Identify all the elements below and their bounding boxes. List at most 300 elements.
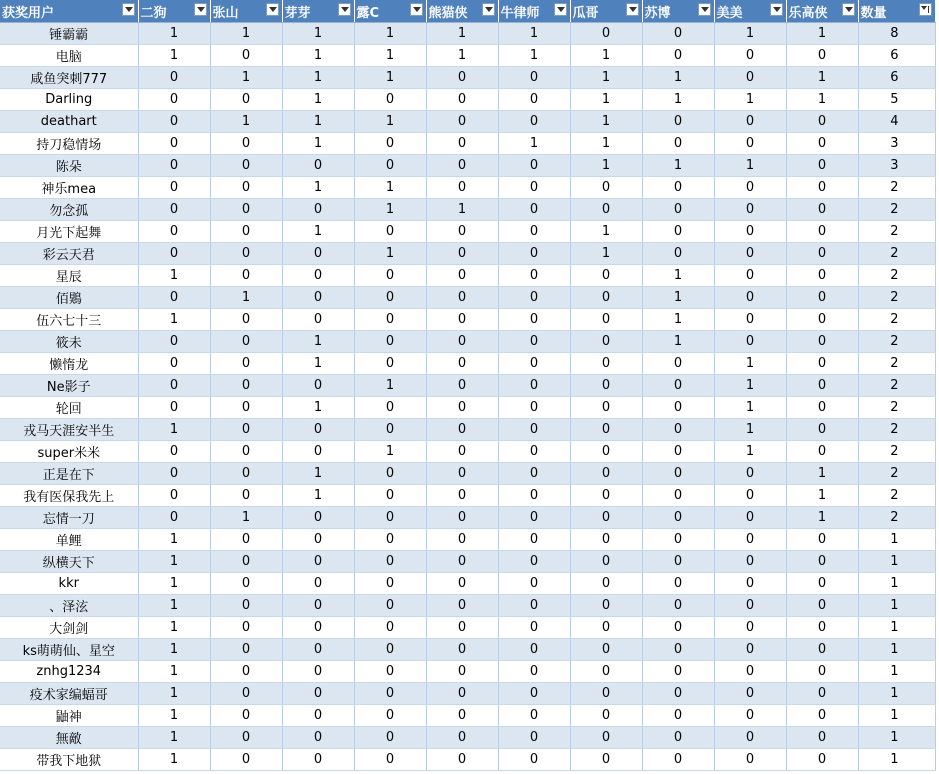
cell-prize-value[interactable]: 0: [282, 551, 354, 573]
cell-count[interactable]: 1: [858, 617, 935, 639]
cell-prize-value[interactable]: 0: [138, 133, 210, 155]
cell-prize-value[interactable]: 0: [786, 133, 858, 155]
cell-prize-value[interactable]: 0: [498, 639, 570, 661]
cell-count[interactable]: 1: [858, 683, 935, 705]
cell-prize-value[interactable]: 0: [426, 155, 498, 177]
cell-prize-value[interactable]: 0: [714, 265, 786, 287]
cell-prize-value[interactable]: 1: [570, 111, 642, 133]
cell-prize-value[interactable]: 0: [642, 111, 714, 133]
cell-prize-value[interactable]: 0: [570, 441, 642, 463]
cell-user[interactable]: 、泽泫: [0, 595, 138, 617]
cell-prize-value[interactable]: 0: [354, 749, 426, 771]
cell-prize-value[interactable]: 1: [210, 23, 282, 45]
cell-prize-value[interactable]: 0: [714, 67, 786, 89]
cell-prize-value[interactable]: 0: [714, 727, 786, 749]
cell-count[interactable]: 8: [858, 23, 935, 45]
cell-prize-value[interactable]: 0: [210, 397, 282, 419]
cell-prize-value[interactable]: 1: [138, 551, 210, 573]
cell-prize-value[interactable]: 0: [642, 595, 714, 617]
cell-prize-value[interactable]: 1: [642, 155, 714, 177]
cell-prize-value[interactable]: 1: [138, 595, 210, 617]
cell-user[interactable]: 筱未: [0, 331, 138, 353]
cell-count[interactable]: 2: [858, 463, 935, 485]
filter-dropdown-icon[interactable]: [122, 3, 135, 16]
cell-prize-value[interactable]: 0: [642, 177, 714, 199]
cell-prize-value[interactable]: 0: [786, 705, 858, 727]
cell-prize-value[interactable]: 0: [426, 177, 498, 199]
header-prize[interactable]: [282, 0, 354, 23]
cell-prize-value[interactable]: 0: [282, 309, 354, 331]
cell-user[interactable]: 伍六七十三: [0, 309, 138, 331]
cell-prize-value[interactable]: 0: [210, 485, 282, 507]
filter-dropdown-icon[interactable]: [482, 3, 495, 16]
cell-prize-value[interactable]: 0: [138, 485, 210, 507]
cell-prize-value[interactable]: 0: [426, 573, 498, 595]
cell-prize-value[interactable]: 1: [642, 331, 714, 353]
cell-prize-value[interactable]: 1: [138, 683, 210, 705]
cell-count[interactable]: 2: [858, 485, 935, 507]
cell-prize-value[interactable]: 0: [714, 287, 786, 309]
cell-prize-value[interactable]: 0: [498, 705, 570, 727]
cell-prize-value[interactable]: 0: [570, 529, 642, 551]
cell-prize-value[interactable]: 1: [786, 89, 858, 111]
cell-prize-value[interactable]: 0: [210, 89, 282, 111]
header-prize[interactable]: [714, 0, 786, 23]
cell-count[interactable]: 1: [858, 529, 935, 551]
cell-prize-value[interactable]: 1: [282, 221, 354, 243]
cell-prize-value[interactable]: 0: [426, 595, 498, 617]
cell-prize-value[interactable]: 0: [426, 353, 498, 375]
cell-prize-value[interactable]: 0: [210, 155, 282, 177]
cell-prize-value[interactable]: 0: [138, 155, 210, 177]
cell-user[interactable]: 纵横天下: [0, 551, 138, 573]
cell-prize-value[interactable]: 0: [138, 67, 210, 89]
cell-prize-value[interactable]: 0: [210, 45, 282, 67]
cell-prize-value[interactable]: 0: [426, 287, 498, 309]
cell-prize-value[interactable]: 0: [786, 551, 858, 573]
cell-prize-value[interactable]: 0: [426, 397, 498, 419]
cell-prize-value[interactable]: 0: [714, 617, 786, 639]
cell-prize-value[interactable]: 1: [354, 243, 426, 265]
cell-prize-value[interactable]: 0: [498, 507, 570, 529]
cell-prize-value[interactable]: 0: [138, 111, 210, 133]
cell-prize-value[interactable]: 1: [570, 89, 642, 111]
cell-user[interactable]: 带我下地狱: [0, 749, 138, 771]
filter-dropdown-icon[interactable]: [338, 3, 351, 16]
cell-count[interactable]: 1: [858, 595, 935, 617]
cell-count[interactable]: 2: [858, 265, 935, 287]
cell-prize-value[interactable]: 0: [786, 199, 858, 221]
cell-prize-value[interactable]: 0: [498, 441, 570, 463]
cell-user[interactable]: 我有医保我先上: [0, 485, 138, 507]
cell-prize-value[interactable]: 1: [354, 45, 426, 67]
cell-prize-value[interactable]: 0: [426, 661, 498, 683]
cell-prize-value[interactable]: 0: [282, 617, 354, 639]
cell-prize-value[interactable]: 1: [282, 45, 354, 67]
cell-prize-value[interactable]: 0: [426, 221, 498, 243]
cell-prize-value[interactable]: 0: [210, 727, 282, 749]
cell-prize-value[interactable]: 1: [786, 463, 858, 485]
cell-prize-value[interactable]: 0: [498, 661, 570, 683]
cell-prize-value[interactable]: 0: [354, 661, 426, 683]
cell-count[interactable]: 2: [858, 199, 935, 221]
cell-count[interactable]: 6: [858, 67, 935, 89]
cell-user[interactable]: super米米: [0, 441, 138, 463]
cell-prize-value[interactable]: 0: [570, 265, 642, 287]
cell-user[interactable]: ks萌萌仙、星空: [0, 639, 138, 661]
cell-prize-value[interactable]: 0: [570, 331, 642, 353]
cell-count[interactable]: 1: [858, 727, 935, 749]
cell-prize-value[interactable]: 1: [282, 67, 354, 89]
cell-prize-value[interactable]: 1: [354, 111, 426, 133]
cell-prize-value[interactable]: 1: [714, 353, 786, 375]
cell-prize-value[interactable]: 0: [714, 573, 786, 595]
cell-prize-value[interactable]: 0: [210, 595, 282, 617]
header-prize[interactable]: [354, 0, 426, 23]
cell-prize-value[interactable]: 0: [570, 595, 642, 617]
filter-dropdown-icon[interactable]: [266, 3, 279, 16]
cell-count[interactable]: 6: [858, 45, 935, 67]
cell-prize-value[interactable]: 0: [210, 331, 282, 353]
cell-prize-value[interactable]: 1: [354, 199, 426, 221]
cell-prize-value[interactable]: 0: [282, 155, 354, 177]
cell-prize-value[interactable]: 0: [138, 375, 210, 397]
cell-count[interactable]: 2: [858, 419, 935, 441]
cell-prize-value[interactable]: 0: [426, 331, 498, 353]
cell-prize-value[interactable]: 1: [786, 23, 858, 45]
cell-user[interactable]: 咸鱼突刺777: [0, 67, 138, 89]
cell-prize-value[interactable]: 0: [354, 265, 426, 287]
cell-count[interactable]: 4: [858, 111, 935, 133]
cell-prize-value[interactable]: 0: [570, 727, 642, 749]
cell-prize-value[interactable]: 0: [498, 595, 570, 617]
cell-prize-value[interactable]: 0: [714, 485, 786, 507]
cell-prize-value[interactable]: 0: [210, 375, 282, 397]
cell-prize-value[interactable]: 0: [786, 639, 858, 661]
cell-prize-value[interactable]: 1: [354, 375, 426, 397]
cell-prize-value[interactable]: 0: [426, 705, 498, 727]
cell-count[interactable]: 1: [858, 661, 935, 683]
cell-prize-value[interactable]: 0: [138, 243, 210, 265]
cell-prize-value[interactable]: 0: [786, 111, 858, 133]
cell-prize-value[interactable]: 0: [498, 727, 570, 749]
cell-prize-value[interactable]: 0: [642, 683, 714, 705]
cell-prize-value[interactable]: 0: [354, 529, 426, 551]
cell-prize-value[interactable]: 0: [570, 705, 642, 727]
header-prize[interactable]: [210, 0, 282, 23]
cell-user[interactable]: 陈朵: [0, 155, 138, 177]
cell-prize-value[interactable]: 0: [642, 353, 714, 375]
cell-prize-value[interactable]: 0: [498, 309, 570, 331]
cell-prize-value[interactable]: 0: [570, 573, 642, 595]
cell-prize-value[interactable]: 0: [642, 375, 714, 397]
cell-prize-value[interactable]: 0: [282, 419, 354, 441]
cell-prize-value[interactable]: 0: [786, 727, 858, 749]
cell-prize-value[interactable]: 0: [642, 397, 714, 419]
cell-prize-value[interactable]: 1: [210, 67, 282, 89]
cell-prize-value[interactable]: 0: [210, 639, 282, 661]
cell-count[interactable]: 2: [858, 441, 935, 463]
cell-prize-value[interactable]: 0: [426, 617, 498, 639]
cell-prize-value[interactable]: 0: [210, 177, 282, 199]
cell-count[interactable]: 1: [858, 551, 935, 573]
cell-prize-value[interactable]: 1: [138, 23, 210, 45]
header-prize[interactable]: [642, 0, 714, 23]
cell-user[interactable]: 持刀稳情场: [0, 133, 138, 155]
cell-prize-value[interactable]: 0: [786, 749, 858, 771]
cell-prize-value[interactable]: 1: [138, 661, 210, 683]
filter-dropdown-icon[interactable]: [698, 3, 711, 16]
cell-user[interactable]: 星辰: [0, 265, 138, 287]
cell-prize-value[interactable]: 0: [354, 331, 426, 353]
cell-user[interactable]: 戎马天涯安半生: [0, 419, 138, 441]
cell-user[interactable]: 疫术家编蝠哥: [0, 683, 138, 705]
cell-prize-value[interactable]: 0: [354, 155, 426, 177]
cell-prize-value[interactable]: 0: [354, 89, 426, 111]
cell-prize-value[interactable]: 0: [498, 551, 570, 573]
cell-prize-value[interactable]: 0: [354, 485, 426, 507]
cell-prize-value[interactable]: 1: [138, 617, 210, 639]
cell-prize-value[interactable]: 0: [714, 507, 786, 529]
cell-prize-value[interactable]: 0: [354, 221, 426, 243]
cell-prize-value[interactable]: 0: [498, 287, 570, 309]
cell-prize-value[interactable]: 0: [210, 661, 282, 683]
cell-prize-value[interactable]: 0: [426, 639, 498, 661]
cell-prize-value[interactable]: 0: [138, 331, 210, 353]
cell-prize-value[interactable]: 1: [570, 221, 642, 243]
cell-prize-value[interactable]: 0: [210, 463, 282, 485]
cell-prize-value[interactable]: 1: [354, 23, 426, 45]
cell-prize-value[interactable]: 0: [786, 221, 858, 243]
cell-prize-value[interactable]: 1: [354, 177, 426, 199]
cell-prize-value[interactable]: 0: [714, 331, 786, 353]
cell-prize-value[interactable]: 0: [714, 221, 786, 243]
cell-prize-value[interactable]: 0: [426, 309, 498, 331]
cell-user[interactable]: 忘情一刀: [0, 507, 138, 529]
cell-prize-value[interactable]: 0: [642, 573, 714, 595]
cell-prize-value[interactable]: 0: [498, 353, 570, 375]
cell-prize-value[interactable]: 0: [210, 221, 282, 243]
cell-prize-value[interactable]: 1: [210, 111, 282, 133]
cell-prize-value[interactable]: 0: [354, 551, 426, 573]
cell-prize-value[interactable]: 0: [786, 617, 858, 639]
cell-prize-value[interactable]: 0: [138, 221, 210, 243]
cell-prize-value[interactable]: 0: [498, 221, 570, 243]
cell-prize-value[interactable]: 1: [210, 287, 282, 309]
cell-prize-value[interactable]: 1: [210, 507, 282, 529]
header-prize[interactable]: [138, 0, 210, 23]
header-prize[interactable]: [426, 0, 498, 23]
cell-prize-value[interactable]: 1: [786, 67, 858, 89]
cell-user[interactable]: 大剑剑: [0, 617, 138, 639]
cell-prize-value[interactable]: 0: [714, 463, 786, 485]
cell-prize-value[interactable]: 0: [354, 397, 426, 419]
cell-prize-value[interactable]: 1: [138, 529, 210, 551]
cell-count[interactable]: 2: [858, 243, 935, 265]
cell-prize-value[interactable]: 0: [714, 705, 786, 727]
cell-prize-value[interactable]: 0: [354, 639, 426, 661]
cell-prize-value[interactable]: 0: [426, 111, 498, 133]
cell-prize-value[interactable]: 0: [786, 419, 858, 441]
cell-count[interactable]: 2: [858, 397, 935, 419]
cell-prize-value[interactable]: 0: [426, 507, 498, 529]
cell-prize-value[interactable]: 0: [714, 177, 786, 199]
cell-prize-value[interactable]: 0: [210, 749, 282, 771]
cell-prize-value[interactable]: 0: [426, 683, 498, 705]
cell-prize-value[interactable]: 0: [498, 243, 570, 265]
cell-prize-value[interactable]: 0: [642, 419, 714, 441]
cell-user[interactable]: 锤霸霸: [0, 23, 138, 45]
cell-count[interactable]: 1: [858, 705, 935, 727]
cell-prize-value[interactable]: 0: [786, 375, 858, 397]
cell-count[interactable]: 1: [858, 573, 935, 595]
cell-prize-value[interactable]: 0: [282, 661, 354, 683]
cell-prize-value[interactable]: 0: [498, 683, 570, 705]
cell-count[interactable]: 2: [858, 375, 935, 397]
cell-prize-value[interactable]: 1: [138, 45, 210, 67]
cell-prize-value[interactable]: 0: [138, 89, 210, 111]
cell-prize-value[interactable]: 0: [354, 507, 426, 529]
cell-user[interactable]: 单鲤: [0, 529, 138, 551]
cell-prize-value[interactable]: 1: [426, 45, 498, 67]
header-prize[interactable]: [570, 0, 642, 23]
cell-prize-value[interactable]: 0: [498, 155, 570, 177]
cell-prize-value[interactable]: 0: [570, 683, 642, 705]
cell-prize-value[interactable]: 0: [426, 441, 498, 463]
cell-prize-value[interactable]: 0: [498, 177, 570, 199]
cell-prize-value[interactable]: 0: [570, 617, 642, 639]
cell-prize-value[interactable]: 0: [210, 309, 282, 331]
filter-dropdown-icon[interactable]: [194, 3, 207, 16]
cell-prize-value[interactable]: 1: [642, 67, 714, 89]
cell-user[interactable]: 轮回: [0, 397, 138, 419]
cell-prize-value[interactable]: 1: [570, 133, 642, 155]
cell-prize-value[interactable]: 0: [642, 441, 714, 463]
cell-prize-value[interactable]: 0: [426, 243, 498, 265]
cell-prize-value[interactable]: 0: [498, 749, 570, 771]
cell-prize-value[interactable]: 0: [714, 683, 786, 705]
cell-prize-value[interactable]: 0: [210, 353, 282, 375]
cell-prize-value[interactable]: 0: [786, 309, 858, 331]
cell-prize-value[interactable]: 0: [570, 287, 642, 309]
cell-prize-value[interactable]: 0: [714, 133, 786, 155]
cell-prize-value[interactable]: 0: [714, 45, 786, 67]
header-prize[interactable]: [498, 0, 570, 23]
cell-prize-value[interactable]: 0: [786, 397, 858, 419]
cell-prize-value[interactable]: 0: [354, 683, 426, 705]
cell-prize-value[interactable]: 1: [714, 441, 786, 463]
filter-dropdown-icon[interactable]: [842, 3, 855, 16]
cell-prize-value[interactable]: 0: [354, 287, 426, 309]
cell-prize-value[interactable]: 0: [210, 683, 282, 705]
cell-prize-value[interactable]: 0: [498, 617, 570, 639]
cell-prize-value[interactable]: 0: [282, 375, 354, 397]
cell-prize-value[interactable]: 0: [282, 243, 354, 265]
cell-prize-value[interactable]: 0: [282, 507, 354, 529]
cell-count[interactable]: 2: [858, 507, 935, 529]
cell-prize-value[interactable]: 0: [282, 683, 354, 705]
cell-user[interactable]: Darling: [0, 89, 138, 111]
cell-prize-value[interactable]: 0: [426, 89, 498, 111]
cell-prize-value[interactable]: 0: [642, 221, 714, 243]
cell-prize-value[interactable]: 0: [210, 617, 282, 639]
cell-prize-value[interactable]: 0: [570, 639, 642, 661]
cell-prize-value[interactable]: 0: [354, 573, 426, 595]
cell-prize-value[interactable]: 1: [642, 89, 714, 111]
cell-prize-value[interactable]: 0: [282, 639, 354, 661]
cell-prize-value[interactable]: 0: [642, 243, 714, 265]
cell-prize-value[interactable]: 0: [210, 551, 282, 573]
cell-prize-value[interactable]: 0: [642, 529, 714, 551]
cell-prize-value[interactable]: 0: [138, 507, 210, 529]
cell-prize-value[interactable]: 0: [642, 727, 714, 749]
cell-prize-value[interactable]: 1: [786, 507, 858, 529]
cell-prize-value[interactable]: 0: [426, 463, 498, 485]
header-count[interactable]: [858, 0, 935, 23]
cell-prize-value[interactable]: 0: [354, 617, 426, 639]
cell-prize-value[interactable]: 0: [714, 243, 786, 265]
cell-prize-value[interactable]: 0: [210, 419, 282, 441]
cell-prize-value[interactable]: 1: [282, 485, 354, 507]
cell-prize-value[interactable]: 1: [282, 397, 354, 419]
cell-prize-value[interactable]: 0: [426, 375, 498, 397]
cell-prize-value[interactable]: 0: [642, 705, 714, 727]
cell-user[interactable]: 懒惰龙: [0, 353, 138, 375]
header-user[interactable]: [0, 0, 138, 23]
cell-prize-value[interactable]: 1: [354, 441, 426, 463]
cell-prize-value[interactable]: 1: [570, 67, 642, 89]
cell-prize-value[interactable]: 0: [426, 485, 498, 507]
cell-prize-value[interactable]: 0: [138, 199, 210, 221]
cell-user[interactable]: 佰鶪: [0, 287, 138, 309]
cell-prize-value[interactable]: 0: [642, 23, 714, 45]
cell-user[interactable]: znhg1234: [0, 661, 138, 683]
cell-prize-value[interactable]: 0: [210, 199, 282, 221]
header-prize[interactable]: [786, 0, 858, 23]
cell-user[interactable]: 勿念孤: [0, 199, 138, 221]
cell-prize-value[interactable]: 0: [570, 199, 642, 221]
cell-prize-value[interactable]: 1: [498, 45, 570, 67]
cell-prize-value[interactable]: 0: [786, 661, 858, 683]
cell-prize-value[interactable]: 1: [138, 419, 210, 441]
cell-prize-value[interactable]: 0: [714, 661, 786, 683]
cell-prize-value[interactable]: 1: [426, 199, 498, 221]
cell-prize-value[interactable]: 0: [354, 133, 426, 155]
cell-prize-value[interactable]: 0: [498, 89, 570, 111]
cell-prize-value[interactable]: 1: [714, 89, 786, 111]
cell-prize-value[interactable]: 0: [786, 441, 858, 463]
cell-prize-value[interactable]: 0: [354, 705, 426, 727]
cell-prize-value[interactable]: 1: [714, 375, 786, 397]
cell-prize-value[interactable]: 0: [642, 133, 714, 155]
cell-prize-value[interactable]: 0: [282, 595, 354, 617]
cell-prize-value[interactable]: 0: [210, 265, 282, 287]
cell-prize-value[interactable]: 0: [498, 485, 570, 507]
cell-prize-value[interactable]: 1: [282, 463, 354, 485]
cell-prize-value[interactable]: 1: [138, 705, 210, 727]
cell-prize-value[interactable]: 1: [786, 485, 858, 507]
cell-prize-value[interactable]: 0: [498, 529, 570, 551]
cell-count[interactable]: 5: [858, 89, 935, 111]
cell-prize-value[interactable]: 0: [138, 287, 210, 309]
cell-prize-value[interactable]: 0: [282, 287, 354, 309]
cell-prize-value[interactable]: 0: [786, 45, 858, 67]
cell-prize-value[interactable]: 0: [714, 551, 786, 573]
cell-prize-value[interactable]: 0: [498, 375, 570, 397]
cell-prize-value[interactable]: 0: [354, 463, 426, 485]
cell-prize-value[interactable]: 0: [354, 727, 426, 749]
cell-prize-value[interactable]: 0: [786, 265, 858, 287]
